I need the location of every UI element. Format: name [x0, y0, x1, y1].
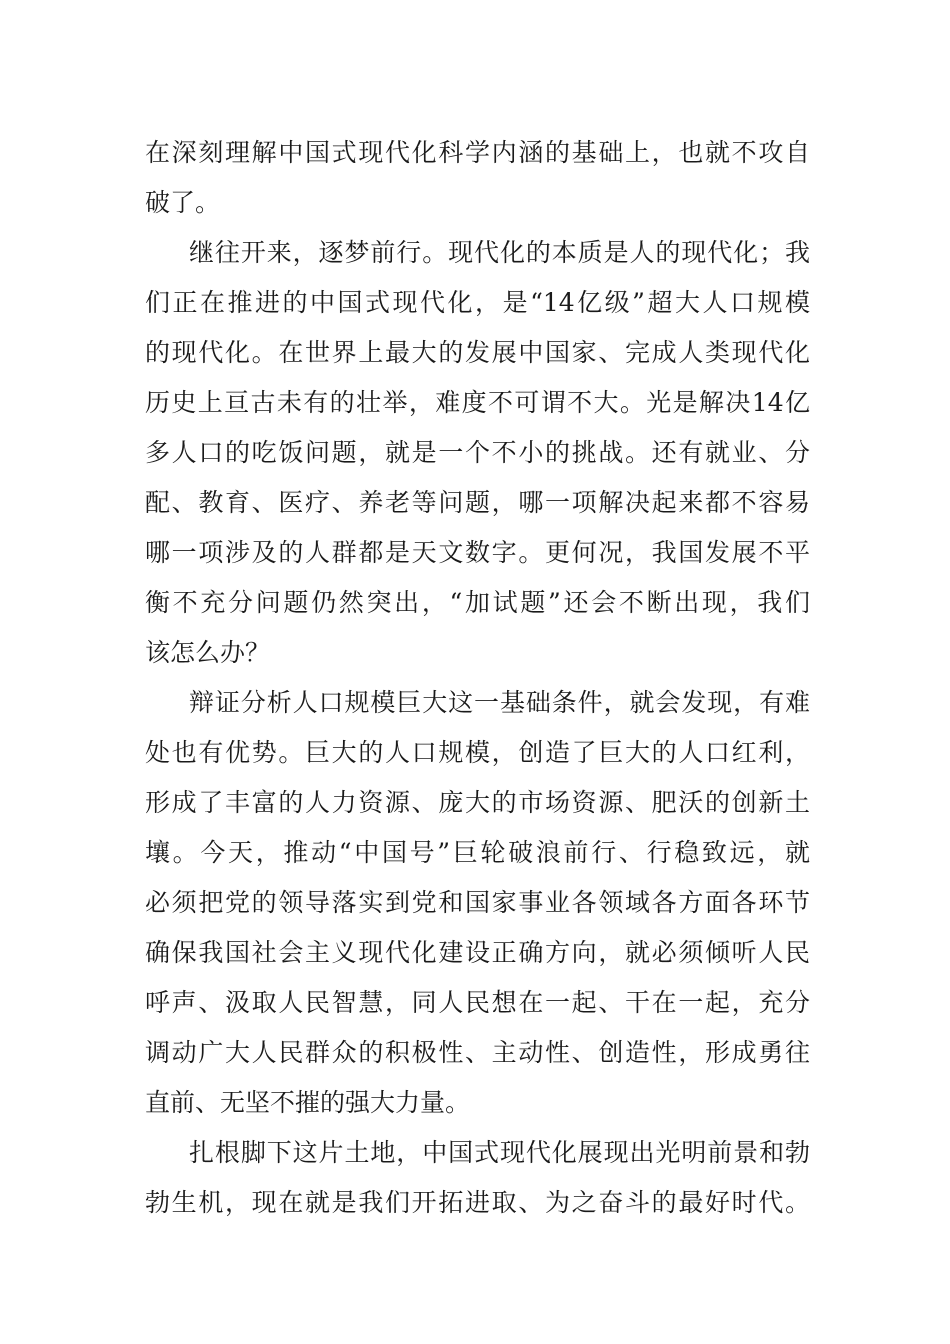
text-line: 扎根脚下这片土地，中国式现代化展现出光明前景和勃 — [189, 1138, 810, 1167]
text-line: 形成了丰富的人力资源、庞大的市场资源、肥沃的创新土 — [145, 788, 810, 817]
text-line: 继往开来，逐梦前行。现代化的本质是人的现代化；我 — [189, 238, 810, 267]
text-line: 配、教育、医疗、养老等问题，哪一项解决起来都不容易 — [145, 488, 810, 517]
text-line: 辩证分析人口规模巨大这一基础条件，就会发现，有难 — [189, 688, 810, 717]
body-text — [145, 128, 810, 1228]
text-line: 该怎么办？ — [145, 638, 271, 667]
text-line: 确保我国社会主义现代化建设正确方向，就必须倾听人民 — [145, 938, 810, 967]
text-line: 哪一项涉及的人群都是天文数字。更何况，我国发展不平 — [145, 538, 810, 567]
text-line: 呼声、汲取人民智慧，同人民想在一起、干在一起，充分 — [145, 988, 810, 1017]
text-line: 的现代化。在世界上最大的发展中国家、完成人类现代化 — [145, 338, 810, 367]
text-line: 直前、无坚不摧的强大力量。 — [145, 1088, 471, 1117]
text-line: 必须把党的领导落实到党和国家事业各领域各方面各环节 — [145, 888, 810, 917]
paragraph-2 — [145, 228, 810, 678]
text-line: 勃生机，现在就是我们开拓进取、为之奋斗的最好时代。 — [145, 1188, 810, 1217]
text-line: 处也有优势。巨大的人口规模，创造了巨大的人口红利， — [145, 738, 810, 767]
text-line: 衡不充分问题仍然突出，“加试题”还会不断出现，我们 — [145, 588, 810, 617]
text-line: 调动广大人民群众的积极性、主动性、创造性，形成勇往 — [145, 1038, 810, 1067]
paragraph-3 — [145, 678, 810, 1128]
text-line: 壤。今天，推动“中国号”巨轮破浪前行、行稳致远，就 — [145, 838, 810, 867]
text-line: 破了。 — [145, 188, 221, 217]
paragraph-1 — [145, 128, 810, 228]
paragraph-4 — [145, 1128, 810, 1228]
text-line: 历史上亘古未有的壮举，难度不可谓不大。光是解决14亿 — [145, 388, 810, 417]
text-line: 在深刻理解中国式现代化科学内涵的基础上，也就不攻自 — [145, 138, 810, 167]
text-line: 们正在推进的中国式现代化，是“14亿级”超大人口规模 — [145, 288, 810, 317]
text-line: 多人口的吃饭问题，就是一个不小的挑战。还有就业、分 — [145, 438, 810, 467]
